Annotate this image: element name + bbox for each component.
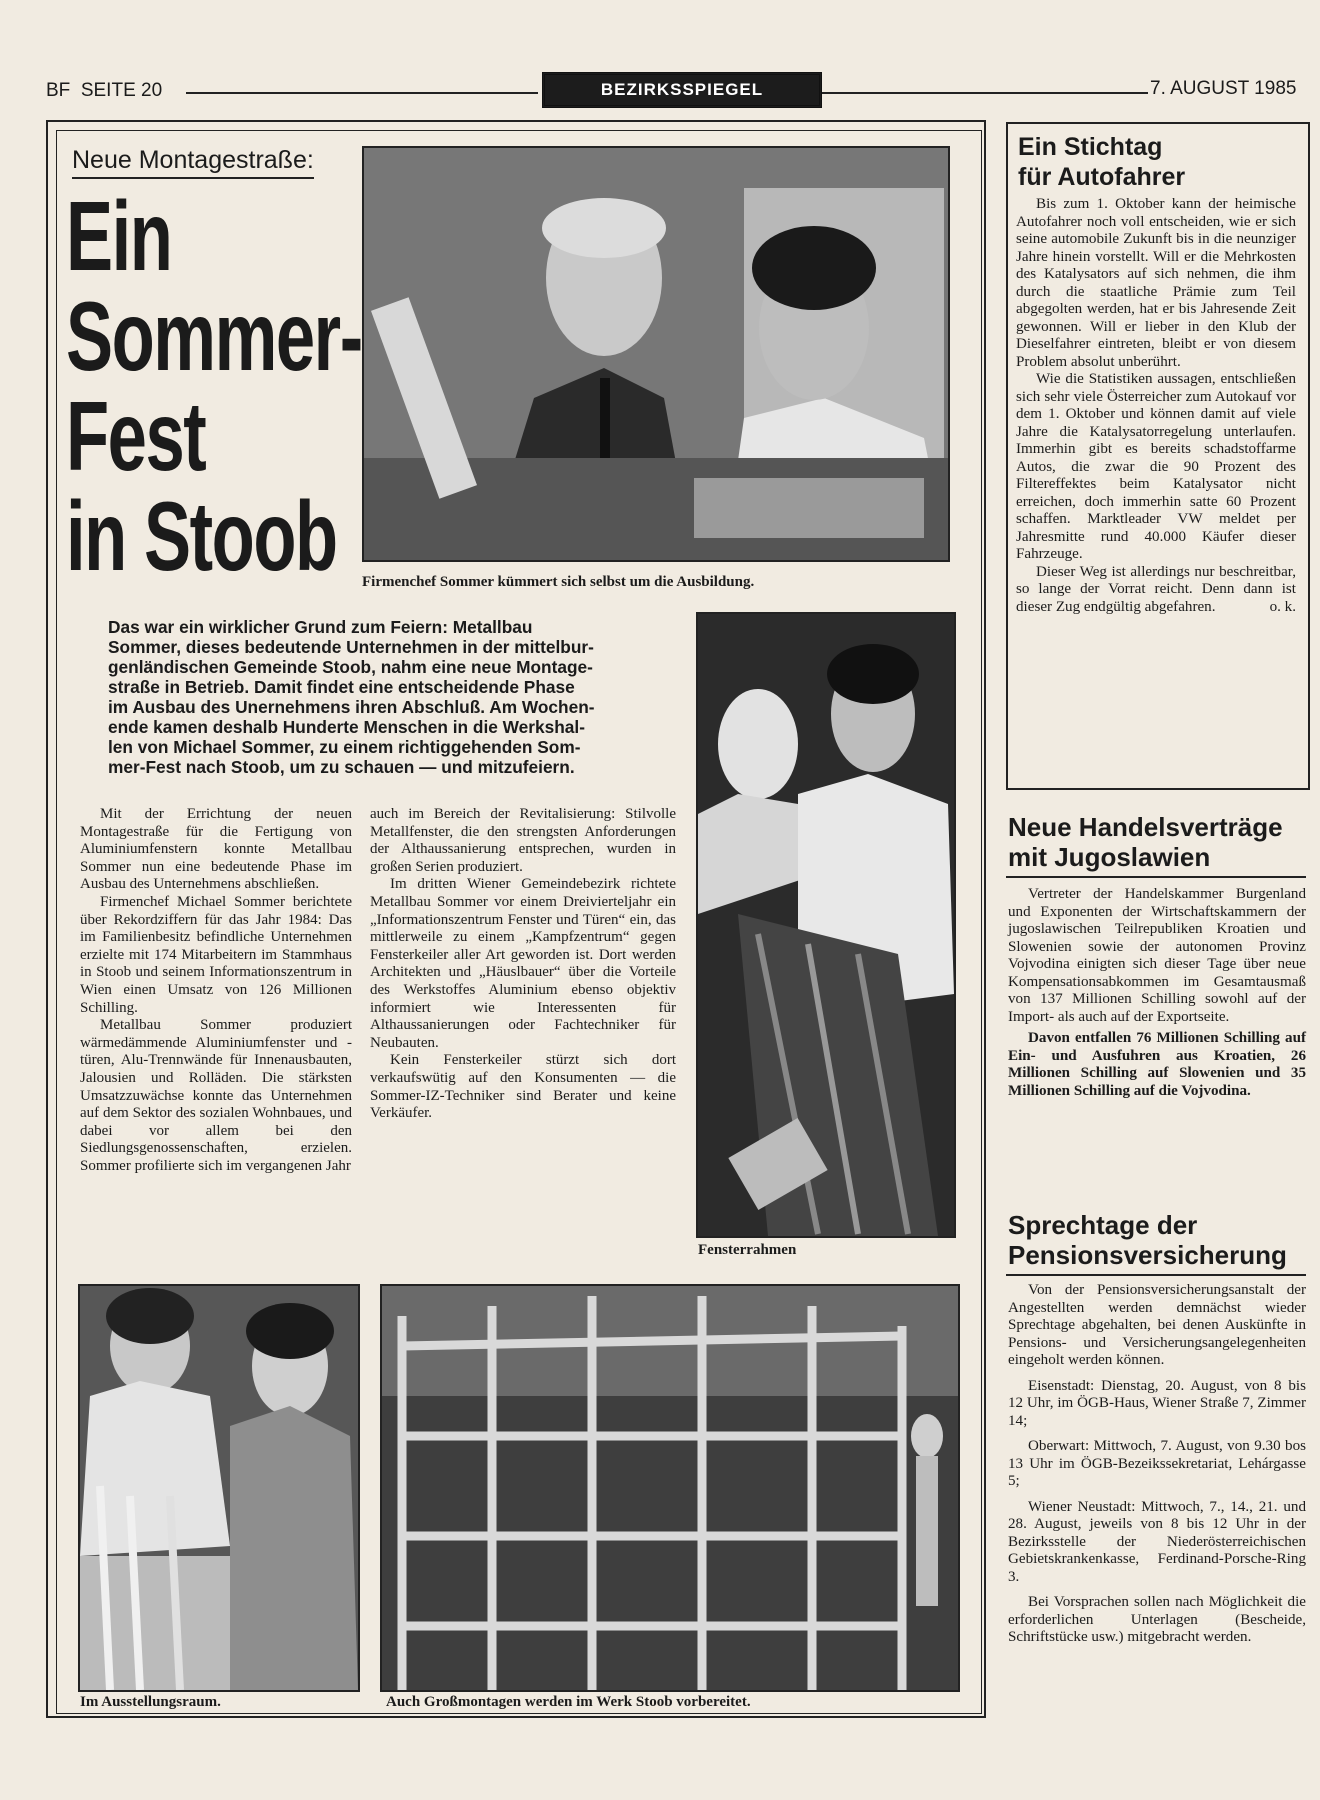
handelsvertraege-title-line: Neue Handelsverträge — [1008, 812, 1283, 842]
lead-line: genländischen Gemeinde Stoob, nahm eine neue Montage- — [108, 657, 593, 677]
sprechtage-title — [1008, 1210, 1287, 1270]
section-title — [542, 72, 822, 108]
photo-fensterrahmen-caption: Fensterrahmen — [698, 1242, 797, 1258]
lead-line: Das war ein wirklicher Grund zum Feiern: Metallbau — [108, 617, 533, 637]
paragraph: Oberwart: Mittwoch, 7. August, von 9.30 bos 13 Uhr im ÖGB-Bezeikssekretariat, Lehárgasse 5; — [1008, 1438, 1306, 1489]
section-title-text: BEZIRKSSPIEGEL — [600, 80, 764, 99]
lead-line: straße in Betrieb. Damit findet eine entscheidende Phase — [108, 677, 575, 697]
autofahrer-title-line: Ein Stichtag — [1018, 133, 1163, 161]
photo-ausstellungsraum-caption: Im Ausstellungsraum. — [80, 1694, 221, 1710]
paragraph: Metallbau Sommer produziert wärmedämmende Aluminiumfenster und -türen, Alu-Trennwände für Innenausbauten, Jalousien und Rolläden. Die stärksten Umsatzzuwächse konnte das Unternehmen auf dem Sektor des sozialen Wohnbaues, und dabei vor allem bei den Siedlungsgenossenschaften, erzielen. Sommer profilierte sich im vergangenen Jahr — [80, 1017, 352, 1174]
handelsvertraege-rule — [1006, 876, 1306, 878]
photo-ausstellungsraum — [78, 1284, 360, 1692]
paragraph-text: Dieser Weg ist allerdings nur beschreitbar, so lange der Vorrat reicht. Denn dann ist dieser Zug endgültig abgefahren. — [1016, 563, 1296, 615]
autofahrer-title-line: für Autofahrer — [1018, 163, 1186, 191]
paragraph: Wie die Statistiken aussagen, entschließen sich sehr viele Österreicher zum Autokauf vor dem 1. Oktober und können damit auf viele Jahre die Katalysatorregelung unterlaufen. Immerhin gibt es bereits schadstoffarme Autos, die zwar die 90 Prozent des Filtereffektes beim Katalysator nicht erreichen, doch immerhin satte 60 Prozent schaffen. Marktleader VW meldet per Jahresmitte rund 40.000 Käufer dieser Fahrzeuge. — [1016, 371, 1296, 562]
sprechtage-title-line: Pensionsversicherung — [1008, 1240, 1287, 1270]
lead-line: len von Michael Sommer, zu einem richtiggehenden Som- — [108, 737, 581, 757]
headline-line-2: Sommer- — [66, 281, 362, 391]
paragraph — [1016, 564, 1296, 617]
handelsvertraege-title — [1008, 812, 1283, 872]
handelsvertraege-title-line: mit Jugoslawien — [1008, 842, 1211, 872]
sprechtage-body — [1008, 1282, 1306, 1647]
paragraph: Von der Pensionsversicherungsanstalt der Angestellten werden demnächst wieder Sprechtage abgehalten, bei denen Auskünfte in Pensions- und Versicherungsangelegenheiten eingeholt werden können. — [1008, 1282, 1306, 1368]
paragraph: Im dritten Wiener Gemeindebezirk richtete Metallbau Sommer vor einem Dreivierteljahr ein „Informationszentrum Fenster und Türen“ ein, das mittlerweile zu einem „Kampfzentrum“ gegen Fensterkeiler aller Art geworden ist. Dort werden Architekten und „Häuslbauer“ über die Vorteile des Werkstoffes Aluminium ebenso objektiv informiert wie Interessenten für Althaussanierungen oder Fachtechniker für Neubauten. — [370, 876, 676, 1051]
paragraph: Firmenchef Michael Sommer berichtete über Rekordziffern für das Jahr 1984: Das im Familienbesitz befindliche Unternehmen erzielte mit 174 Mitarbeitern im Stammhaus in Stoob und seinem Informationszentrum in Wien einen Umsatz von 126 Millionen Schilling. — [80, 893, 352, 1016]
paragraph: Vertreter der Handelskammer Burgenland und Exponenten der Wirtschaftskammern der jugoslawischen Teilrepubliken Kroatien und Slowenien sowie der autonomen Provinz Vojvodina einigten sich dieser Tage über neue Kompensationsabkommen im Gesamtausmaß von 137 Millionen Schilling sowohl auf der Import- als auch auf der Exportseite. — [1008, 886, 1306, 1025]
article-lead — [108, 617, 688, 777]
photo-grossmontagen — [380, 1284, 960, 1692]
article-column-1 — [80, 806, 352, 1175]
autofahrer-body — [1016, 196, 1296, 616]
lead-line: Sommer, dieses bedeutende Unternehmen in der mittelbur- — [108, 637, 594, 657]
photo-grossmontagen-caption: Auch Großmontagen werden im Werk Stoob vorbereitet. — [386, 1694, 751, 1710]
paragraph: Bei Vorsprachen sollen nach Möglichkeit die erforderlichen Unterlagen (Bescheide, Schriftstücke usw.) mitgebracht werden. — [1008, 1594, 1306, 1645]
photo-firmenchef-caption: Firmenchef Sommer kümmert sich selbst um die Ausbildung. — [362, 574, 755, 590]
sprechtage-rule — [1006, 1274, 1306, 1276]
paragraph: Mit der Errichtung der neuen Montagestraße für die Fertigung von Aluminiumfenstern konnte Metallbau Sommer nun eine bedeutende Phase im Ausbau des Unternehmens abschließen. — [80, 806, 352, 893]
header-rule-left — [186, 92, 538, 94]
lead-line: ende kamen deshalb Hunderte Menschen in die Werkshal- — [108, 717, 585, 737]
headline-line-3: Fest — [66, 381, 206, 491]
page-date: 7. AUGUST 1985 — [1150, 78, 1297, 99]
headline-line-1: Ein — [66, 181, 172, 291]
photo-firmenchef — [362, 146, 950, 562]
handelsvertraege-body — [1008, 886, 1306, 1100]
paragraph: Eisenstadt: Dienstag, 20. August, von 8 bis 12 Uhr, im ÖGB-Haus, Wiener Straße 7, Zimmer 14; — [1008, 1377, 1306, 1429]
paragraph: Bis zum 1. Oktober kann der heimische Autofahrer noch voll entscheiden, wie er sich seine automobile Zukunft bis in die neunziger Jahre hinein vorstellt. Will er die Mehrkosten des Katalysators auf sich nehmen, die ihm durch die staatliche Prämie zum Teil abgegolten werden, hat er bis Jahresende Zeit gewonnen. Will er lieber in den Klub der Dieselfahrer eintreten, bleibt er von diesem Problem absolut unberührt. — [1016, 196, 1296, 370]
autofahrer-title — [1018, 132, 1185, 192]
headline-line-4: in Stoob — [66, 481, 337, 591]
article-kicker: Neue Montagestraße: — [72, 146, 314, 179]
header-rule-right — [822, 92, 1148, 94]
sprechtage-title-line: Sprechtage der — [1008, 1210, 1198, 1240]
paragraph: Wiener Neustadt: Mittwoch, 7., 14., 21. und 28. August, jeweils von 8 bis 12 Uhr in der Bezirksstelle der Niederösterreichischen Gebietskrankenkasse, Ferdinand-Porsche-Ring 3. — [1008, 1498, 1306, 1585]
paragraph: auch im Bereich der Revitalisierung: Stilvolle Metallfenster, die den strengsten Anforderungen der Althaussanierung entsprechen, wurden in großen Serien produziert. — [370, 806, 676, 875]
lead-line: mer-Fest nach Stoob, um zu schauen — und mitzufeiern. — [108, 757, 575, 777]
paragraph-bold: Davon entfallen 76 Millionen Schilling auf Ein- und Ausfuhren aus Kroatien, 26 Millionen Schilling auf Slowenien und 35 Millionen Schilling auf die Vojvodina. — [1008, 1030, 1306, 1099]
paragraph: Kein Fensterkeiler stürzt sich dort verkaufswütig auf den Konsumenten — die Sommer-IZ-Techniker sind Berater und keine Verkäufer. — [370, 1052, 676, 1122]
lead-line: im Ausbau des Unernehmens ihren Abschluß. Am Wochen- — [108, 697, 595, 717]
article-column-2 — [370, 806, 676, 1123]
author-signature: o. k. — [1269, 598, 1296, 615]
page-label: BF SEITE 20 — [46, 80, 163, 101]
photo-fensterrahmen — [696, 612, 956, 1238]
